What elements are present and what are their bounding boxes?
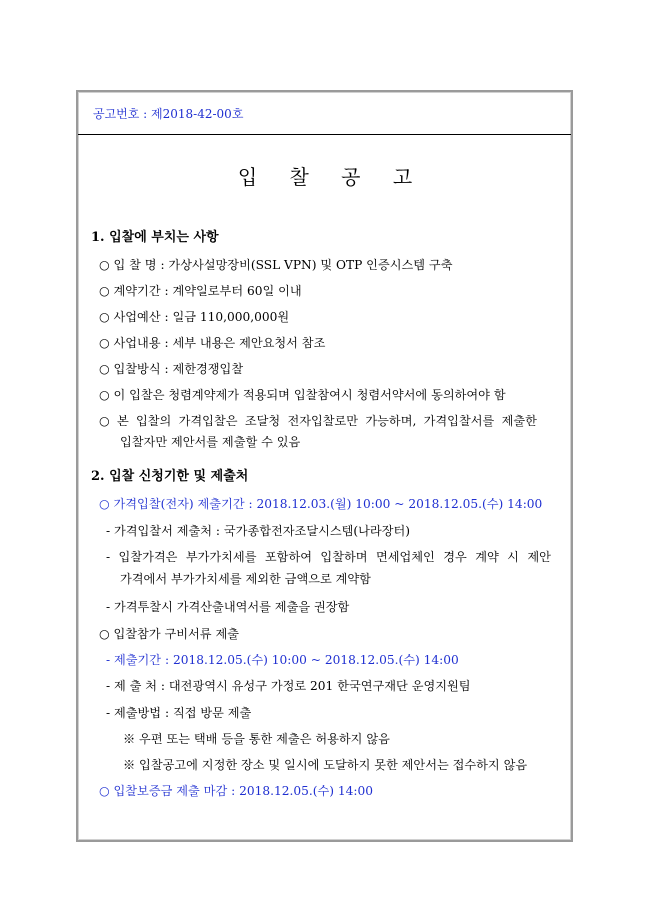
note-deadline: ※ 입찰공고에 지정한 장소 및 일시에 도달하지 못한 제안서는 접수하지 않음 bbox=[123, 758, 528, 772]
list-item-contract-period: ○ 계약기간 : 계약일로부터 60일 이내 bbox=[99, 284, 302, 298]
deposit-deadline: ○ 입찰보증금 제출 마감 : 2018.12.05.(수) 14:00 bbox=[99, 784, 374, 798]
price-bid-place: - 가격입찰서 제출처 : 국가종합전자조달시스템(나라장터) bbox=[106, 524, 411, 538]
section2-heading: 2. 입찰 신청기한 및 제출처 bbox=[91, 469, 249, 484]
vat-note-line2: 가격에서 부가가치세를 제외한 금액으로 계약함 bbox=[120, 572, 371, 586]
note-no-mail: ※ 우편 또는 택배 등을 통한 제출은 허용하지 않음 bbox=[123, 732, 390, 746]
list-item-project-name: ○ 입 찰 명 : 가상사설망장비(SSL VPN) 및 OTP 인증시스템 구축 bbox=[99, 258, 453, 272]
docs-place: - 제 출 처 : 대전광역시 유성구 가정로 201 한국연구재단 운영지원팀 bbox=[106, 679, 471, 693]
docs-heading: ○ 입찰참가 구비서류 제출 bbox=[99, 627, 239, 641]
list-item-bid-method: ○ 입찰방식 : 제한경쟁입찰 bbox=[99, 362, 244, 376]
list-item-e-bid-line2: 입찰자만 제안서를 제출할 수 있음 bbox=[120, 435, 301, 449]
header-divider bbox=[78, 134, 571, 135]
section1-heading: 1. 입찰에 부치는 사항 bbox=[91, 230, 219, 245]
docs-period: - 제출기간 : 2018.12.05.(수) 10:00 ~ 2018.12.05.(수) 14:00 bbox=[106, 653, 459, 667]
list-item-integrity: ○ 이 입찰은 청렴계약제가 적용되며 입찰참여시 청렴서약서에 동의하여야 함 bbox=[99, 388, 506, 402]
docs-method: - 제출방법 : 직접 방문 제출 bbox=[106, 706, 252, 720]
price-detail-note: - 가격투찰시 가격산출내역서를 제출을 권장함 bbox=[106, 600, 350, 614]
vat-note-line1: - 입찰가격은 부가가치세를 포함하여 입찰하며 면세업체인 경우 계약 시 제안 bbox=[106, 550, 551, 564]
notice-number: 공고번호 : 제2018-42-00호 bbox=[93, 107, 244, 121]
document-title: 입 찰 공 고 bbox=[237, 165, 426, 189]
document-frame bbox=[76, 90, 573, 842]
price-bid-period: ○ 가격입찰(전자) 제출기간 : 2018.12.03.(월) 10:00 ~ 2018.12.05.(수) 14:00 bbox=[99, 497, 543, 511]
list-item-e-bid-line1: ○ 본 입찰의 가격입찰은 조달청 전자입찰로만 가능하며, 가격입찰서를 제출한 bbox=[99, 414, 537, 428]
list-item-contents: ○ 사업내용 : 세부 내용은 제안요청서 참조 bbox=[99, 336, 326, 350]
list-item-budget: ○ 사업예산 : 일금 110,000,000원 bbox=[99, 310, 290, 324]
